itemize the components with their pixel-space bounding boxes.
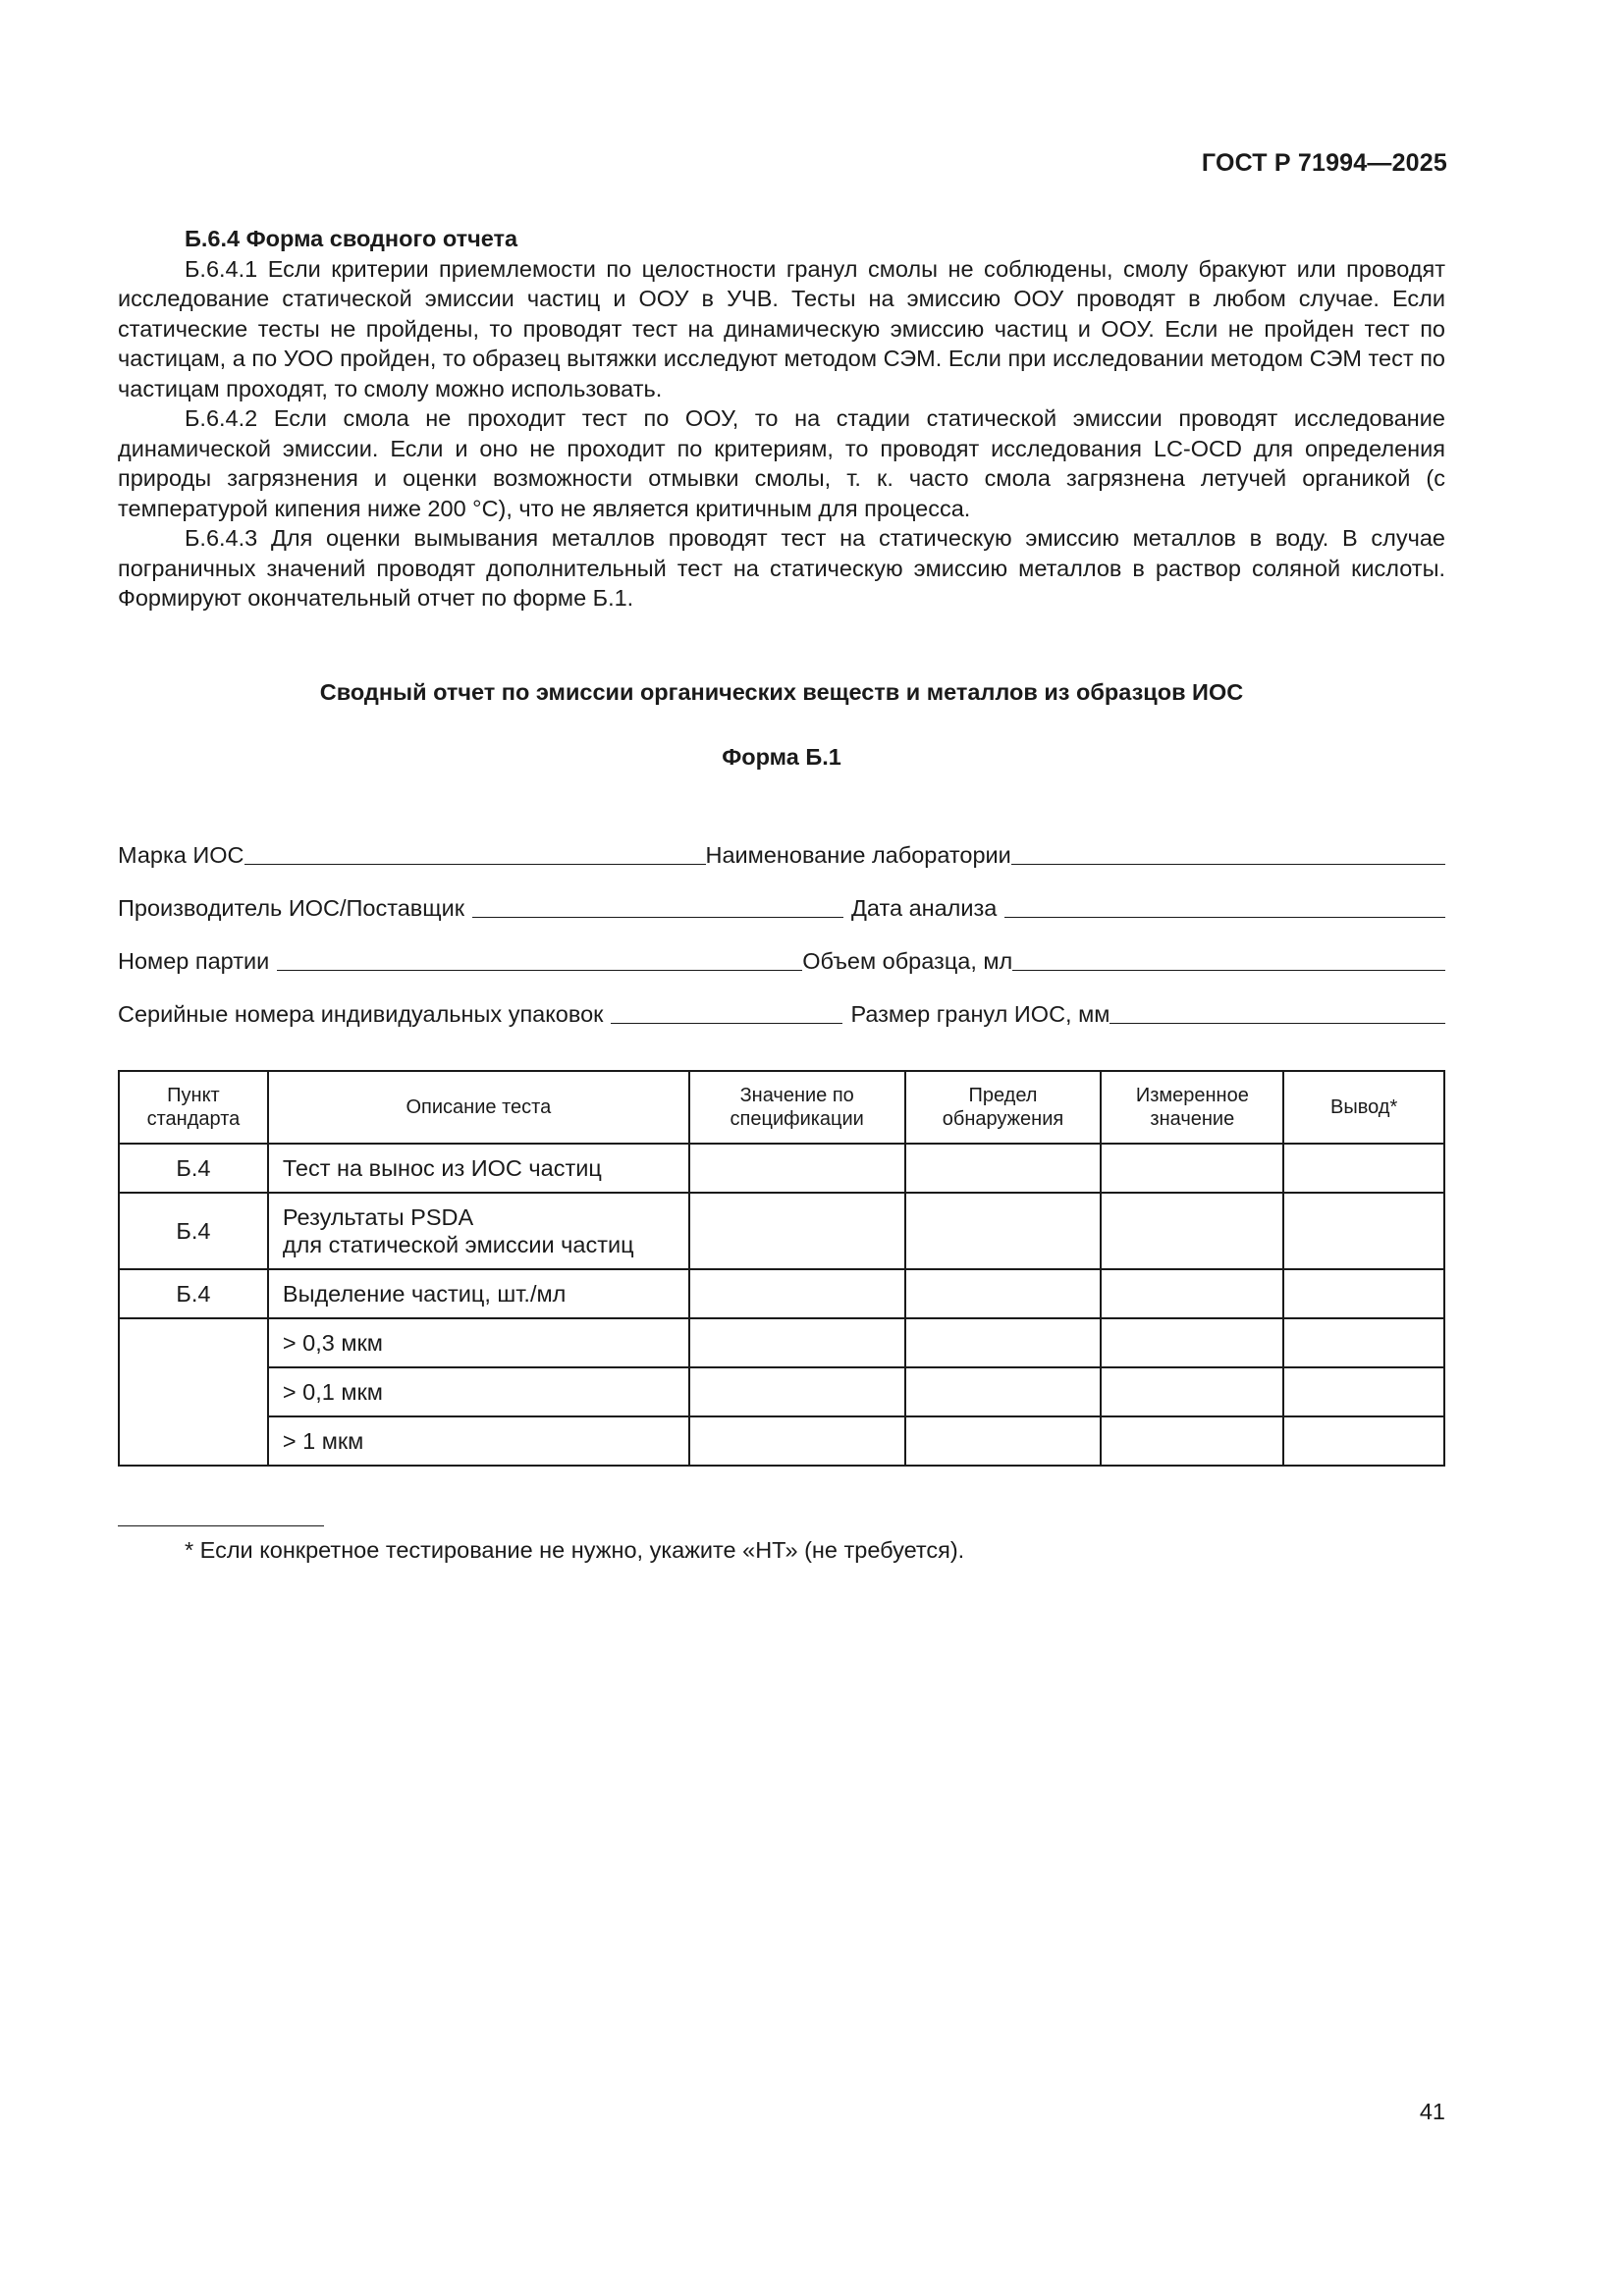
section-b-6-4 bbox=[118, 224, 1445, 614]
cell-conclusion[interactable] bbox=[1283, 1193, 1444, 1269]
cell-description-text: Тест на вынос из ИОС частиц bbox=[282, 1155, 602, 1181]
field-blank-lab[interactable] bbox=[1011, 842, 1445, 865]
paragraph-b-6-4-1: Б.6.4.1 Если критерии приемлемости по целостности гранул смолы не соблюдены, смолу бракуют или проводят исследование статической эмиссии частиц и ООУ в УЧВ. Тесты на эмиссию ООУ проводят в любом случае. Если статические тесты не пройдены, то проводят тест на динамическую эмиссию частиц и ООУ. Если не пройден тест по частицам, а по УОО пройден, то образец вытяжки исследуют методом СЭМ. Если при исследовании методом СЭМ тест по частицам проходят, то смолу можно использовать. bbox=[118, 255, 1445, 401]
cell-conclusion[interactable] bbox=[1283, 1144, 1444, 1193]
cell-detection-limit[interactable] bbox=[905, 1193, 1102, 1269]
cell-measured-value[interactable] bbox=[1101, 1318, 1283, 1367]
form-fields bbox=[118, 816, 1445, 1028]
table-row bbox=[119, 1318, 1444, 1367]
field-blank-serials[interactable] bbox=[611, 1001, 842, 1024]
cell-spec-value[interactable] bbox=[689, 1416, 905, 1466]
cell-detection-limit[interactable] bbox=[905, 1144, 1102, 1193]
table-row bbox=[119, 1367, 1444, 1416]
cell-description bbox=[268, 1193, 689, 1269]
cell-detection-limit[interactable] bbox=[905, 1367, 1102, 1416]
cell-detection-limit[interactable] bbox=[905, 1416, 1102, 1466]
col-header-measured-value: Измеренное значение bbox=[1101, 1071, 1283, 1144]
field-label-brand: Марка ИОС bbox=[118, 842, 244, 868]
cell-detection-limit[interactable] bbox=[905, 1318, 1102, 1367]
table-row bbox=[119, 1144, 1444, 1193]
cell-point: Б.4 bbox=[119, 1144, 268, 1193]
paragraph-b-6-4-2: Б.6.4.2 Если смола не проходит тест по ООУ, то на стадии статической эмиссии проводят исследование динамической эмиссии. Если и оно не проходит по критериям, то проводят исследования LC-OCD для определения природы загрязнения и оценки возможности отмывки смолы, т. к. часто смола загрязнена летучей органикой (с температурой кипения ниже 200 °С), что не является критичным для процесса. bbox=[118, 405, 1445, 521]
field-blank-brand[interactable] bbox=[244, 842, 706, 865]
table-header-row bbox=[119, 1071, 1444, 1144]
cell-conclusion[interactable] bbox=[1283, 1318, 1444, 1367]
form-number: Форма Б.1 bbox=[722, 744, 841, 770]
cell-measured-value[interactable] bbox=[1101, 1367, 1283, 1416]
cell-point-empty bbox=[119, 1318, 268, 1466]
cell-measured-value[interactable] bbox=[1101, 1416, 1283, 1466]
field-blank-batch[interactable] bbox=[277, 948, 802, 971]
cell-description: > 0,1 мкм bbox=[268, 1367, 689, 1416]
cell-point: Б.4 bbox=[119, 1193, 268, 1269]
field-label-date: Дата анализа bbox=[851, 895, 998, 921]
field-label-serials: Серийные номера индивидуальных упаковок bbox=[118, 1001, 604, 1027]
cell-description: > 1 мкм bbox=[268, 1416, 689, 1466]
field-blank-volume[interactable] bbox=[1012, 948, 1445, 971]
report-table bbox=[118, 1070, 1445, 1467]
field-row-manufacturer bbox=[118, 869, 1445, 922]
field-blank-date[interactable] bbox=[1004, 895, 1445, 918]
form-title: Сводный отчет по эмиссии органических веществ и металлов из образцов ИОС bbox=[319, 679, 1244, 705]
field-row-batch bbox=[118, 922, 1445, 975]
field-blank-granule-size[interactable] bbox=[1110, 1001, 1445, 1024]
field-label-manufacturer: Производитель ИОС/Поставщик bbox=[118, 895, 464, 921]
section-heading: Б.6.4 Форма сводного отчета bbox=[185, 226, 518, 251]
cell-description: > 0,3 мкм bbox=[268, 1318, 689, 1367]
cell-description-text: Результаты PSDA bbox=[282, 1204, 474, 1230]
cell-conclusion[interactable] bbox=[1283, 1367, 1444, 1416]
col-header-description: Описание теста bbox=[268, 1071, 689, 1144]
cell-conclusion[interactable] bbox=[1283, 1416, 1444, 1466]
cell-point: Б.4 bbox=[119, 1269, 268, 1318]
cell-description bbox=[268, 1269, 689, 1318]
col-header-spec-value: Значение по спецификации bbox=[689, 1071, 905, 1144]
field-label-batch: Номер партии bbox=[118, 948, 270, 974]
field-label-lab: Наименование лаборатории bbox=[705, 842, 1011, 868]
cell-description bbox=[268, 1144, 689, 1193]
col-header-detection-limit: Предел обнаружения bbox=[905, 1071, 1102, 1144]
cell-spec-value[interactable] bbox=[689, 1318, 905, 1367]
field-label-volume: Объем образца, мл bbox=[802, 948, 1013, 974]
cell-measured-value[interactable] bbox=[1101, 1193, 1283, 1269]
col-header-conclusion: Вывод* bbox=[1283, 1071, 1444, 1144]
table-row bbox=[119, 1269, 1444, 1318]
cell-measured-value[interactable] bbox=[1101, 1144, 1283, 1193]
cell-measured-value[interactable] bbox=[1101, 1269, 1283, 1318]
cell-spec-value[interactable] bbox=[689, 1193, 905, 1269]
footnote-divider bbox=[118, 1525, 324, 1526]
cell-detection-limit[interactable] bbox=[905, 1269, 1102, 1318]
document-code: ГОСТ Р 71994—2025 bbox=[1201, 149, 1447, 177]
col-header-point: Пункт стандарта bbox=[119, 1071, 268, 1144]
cell-spec-value[interactable] bbox=[689, 1367, 905, 1416]
cell-conclusion[interactable] bbox=[1283, 1269, 1444, 1318]
field-row-serials bbox=[118, 975, 1445, 1028]
cell-spec-value[interactable] bbox=[689, 1269, 905, 1318]
field-label-granule-size: Размер гранул ИОС, мм bbox=[850, 1001, 1110, 1027]
paragraph-b-6-4-3: Б.6.4.3 Для оценки вымывания металлов проводят тест на статическую эмиссию металлов в воду. В случае пограничных значений проводят дополнительный тест на статическую эмиссию металлов в раствор соляной кислоты. Формируют окончательный отчет по форме Б.1. bbox=[118, 525, 1445, 611]
cell-description-text: Выделение частиц, шт./мл bbox=[282, 1281, 567, 1307]
table-row bbox=[119, 1416, 1444, 1466]
table-row bbox=[119, 1193, 1444, 1269]
field-blank-manufacturer[interactable] bbox=[472, 895, 843, 918]
cell-description-text: для статической эмиссии частиц bbox=[282, 1232, 634, 1257]
cell-spec-value[interactable] bbox=[689, 1144, 905, 1193]
page-number: 41 bbox=[1419, 2099, 1445, 2124]
field-row-brand bbox=[118, 816, 1445, 869]
footnote: * Если конкретное тестирование не нужно, укажите «НТ» (не требуется). bbox=[185, 1537, 965, 1563]
